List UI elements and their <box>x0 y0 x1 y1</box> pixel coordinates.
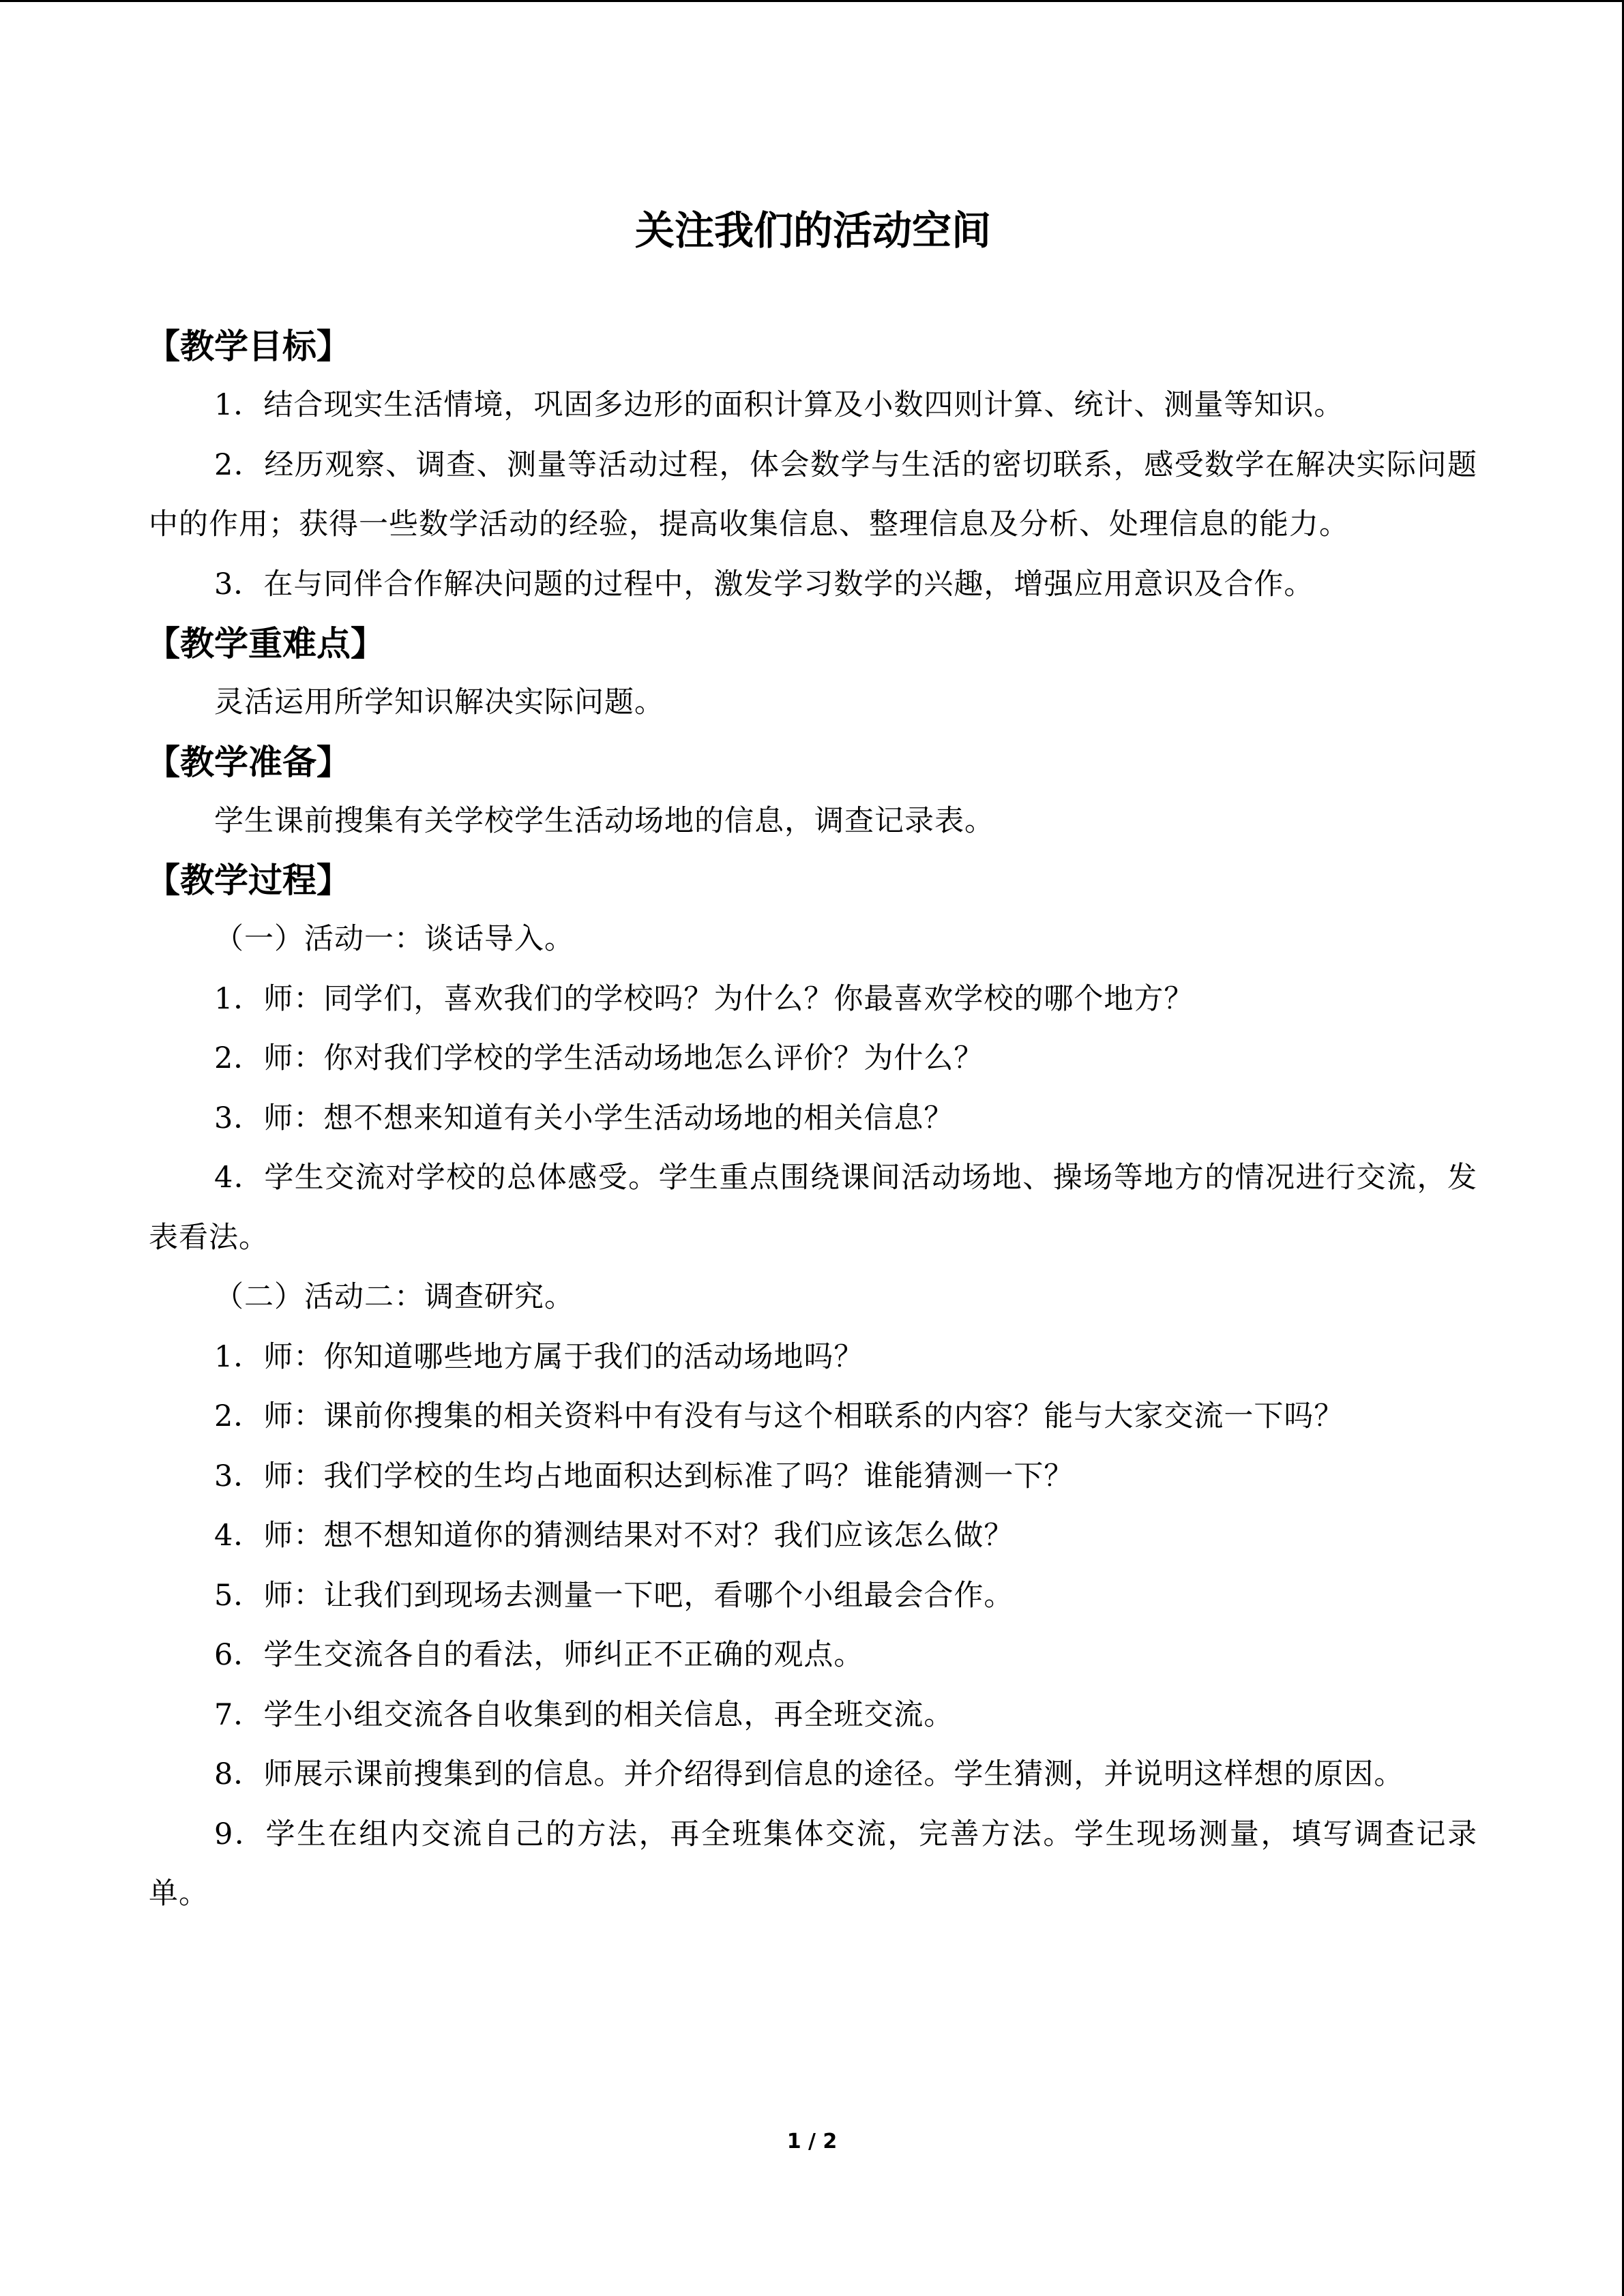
page-number: 1 / 2 <box>786 2130 838 2153</box>
paragraph: 4．学生交流对学校的总体感受。学生重点围绕课间活动场地、操场等地方的情况进行交流，发表看法。 <box>149 1161 1477 1255</box>
section-heading-key-points: 【教学重难点】 <box>146 624 385 664</box>
paragraph: （一）活动一：谈话导入。 <box>214 922 574 956</box>
page-title: 关注我们的活动空间 <box>634 207 991 254</box>
document-content <box>146 200 1477 1924</box>
paragraph: （二）活动二：调查研究。 <box>214 1280 574 1314</box>
paragraph: 2．师：课前你搜集的相关资料中有没有与这个相联系的内容？能与大家交流一下吗？ <box>214 1399 1344 1433</box>
section-heading-process: 【教学过程】 <box>146 861 351 900</box>
paragraph: 1．结合现实生活情境，巩固多边形的面积计算及小数四则计算、统计、测量等知识。 <box>214 388 1344 422</box>
paragraph: 6．学生交流各自的看法，师纠正不正确的观点。 <box>214 1638 864 1672</box>
paragraph: 灵活运用所学知识解决实际问题。 <box>214 685 664 719</box>
section-heading-goals: 【教学目标】 <box>146 327 351 366</box>
paragraph: 1．师：你知道哪些地方属于我们的活动场地吗？ <box>214 1339 864 1374</box>
section-heading-preparation: 【教学准备】 <box>146 742 351 782</box>
paragraph: 3．师：想不想来知道有关小学生活动场地的相关信息？ <box>214 1101 954 1135</box>
paragraph: 9．学生在组内交流自己的方法，再全班集体交流，完善方法。学生现场测量，填写调查记录单。 <box>149 1817 1477 1911</box>
paragraph: 学生课前搜集有关学校学生活动场地的信息，调查记录表。 <box>214 803 994 838</box>
paragraph: 4．师：想不想知道你的猜测结果对不对？我们应该怎么做？ <box>214 1519 1014 1553</box>
paragraph: 1．师：同学们，喜欢我们的学校吗？为什么？你最喜欢学校的哪个地方？ <box>214 981 1194 1016</box>
paragraph: 2．经历观察、调查、测量等活动过程，体会数学与生活的密切联系，感受数学在解决实际问题中的作用；获得一些数学活动的经验，提高收集信息、整理信息及分析、处理信息的能力。 <box>149 447 1477 541</box>
paragraph: 5．师：让我们到现场去测量一下吧，看哪个小组最会合作。 <box>214 1578 1014 1613</box>
paragraph: 3．在与同伴合作解决问题的过程中，激发学习数学的兴趣，增强应用意识及合作。 <box>214 567 1314 601</box>
paragraph: 8．师展示课前搜集到的信息。并介绍得到信息的途径。学生猜测，并说明这样想的原因。 <box>214 1757 1404 1791</box>
paragraph: 3．师：我们学校的生均占地面积达到标准了吗？谁能猜测一下？ <box>214 1459 1074 1493</box>
paragraph: 7．学生小组交流各自收集到的相关信息，再全班交流。 <box>214 1697 954 1732</box>
paragraph: 2．师：你对我们学校的学生活动场地怎么评价？为什么？ <box>214 1041 984 1075</box>
